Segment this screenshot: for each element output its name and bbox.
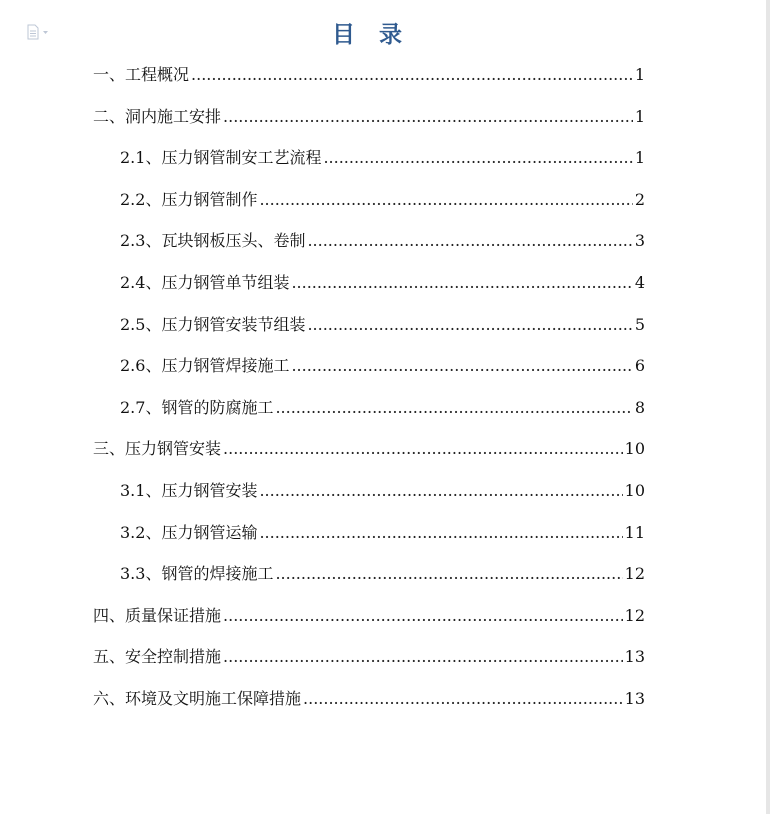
toc-leader-dots [291, 271, 632, 295]
toc-title: 目 录 [331, 22, 410, 48]
toc-entry-label: 四、质量保证措施 [93, 605, 222, 625]
toc-leader-dots [259, 188, 632, 212]
toc-entry-label: 2.7、钢管的防腐施工 [120, 397, 274, 417]
toc-leader-dots [307, 313, 632, 337]
toc-entry-label: 3.2、压力钢管运输 [120, 522, 258, 542]
toc-entry-page-number: 3 [634, 231, 645, 251]
toc-entry-label: 一、工程概况 [93, 65, 190, 84]
toc-entry[interactable] [120, 188, 645, 212]
toc-leader-dots [307, 229, 632, 253]
toc-leader-dots [303, 687, 623, 711]
toc-entry-label: 二、洞内施工安排 [93, 106, 222, 126]
toc-leader-dots [323, 146, 632, 170]
toc-entry[interactable] [93, 645, 645, 669]
toc-leader-dots [259, 479, 622, 503]
toc-entry[interactable] [120, 313, 645, 337]
toc-entry[interactable] [120, 354, 645, 378]
toc-entry-label: 3.1、压力钢管安装 [120, 481, 258, 500]
toc-entry[interactable] [120, 562, 645, 586]
toc-entry[interactable] [93, 437, 645, 461]
toc-entry-label: 三、压力钢管安装 [93, 439, 222, 459]
toc-entry-label: 2.3、瓦块钢板压头、卷制 [120, 231, 306, 251]
toc-leader-dots [291, 354, 632, 378]
toc-entry-page-number: 5 [634, 314, 645, 334]
toc-leader-dots [223, 645, 623, 669]
toc-entry-label: 2.4、压力钢管单节组装 [120, 273, 290, 292]
toc-leader-dots [191, 63, 633, 87]
page-edge-scrollbar [766, 0, 770, 814]
toc-entry-page-number: 13 [624, 647, 645, 667]
toc-entry-label: 六、环境及文明施工保障措施 [93, 689, 302, 708]
toc-entry[interactable] [93, 63, 645, 87]
toc-leader-dots [259, 521, 622, 545]
toc-entry[interactable] [120, 271, 645, 295]
toc-entry[interactable] [93, 604, 645, 628]
toc-leader-dots [223, 105, 633, 129]
toc-entry-page-number: 12 [624, 605, 645, 625]
toc-leader-dots [223, 437, 623, 461]
toc-entry-page-number: 4 [634, 273, 645, 292]
toc-entry-page-number: 1 [634, 106, 645, 126]
toc-entry-label: 2.1、压力钢管制安工艺流程 [120, 148, 322, 168]
toc-entry-page-number: 6 [634, 356, 645, 376]
toc-entry-page-number: 8 [634, 397, 645, 417]
toc-entry-label: 3.3、钢管的焊接施工 [120, 564, 274, 584]
toc-entry-label: 五、安全控制措施 [93, 647, 222, 667]
toc-entry[interactable] [93, 687, 645, 711]
toc-entry[interactable] [120, 479, 645, 503]
toc-leader-dots [223, 604, 623, 628]
toc-leader-dots [275, 562, 622, 586]
toc-entry-page-number: 11 [624, 522, 645, 542]
toc-entry[interactable] [120, 521, 645, 545]
toc-entry-page-number: 12 [624, 564, 645, 584]
toc-entry-label: 2.6、压力钢管焊接施工 [120, 356, 290, 376]
toc-entry-label: 2.2、压力钢管制作 [120, 189, 258, 209]
toc-entry-page-number: 1 [634, 65, 645, 84]
toc-entry[interactable] [120, 229, 645, 253]
toc-entry-label: 2.5、压力钢管安装节组装 [120, 314, 306, 334]
toc-entry-page-number: 13 [624, 689, 645, 708]
toc-entry-page-number: 1 [634, 148, 645, 168]
toc-entry-page-number: 10 [624, 439, 645, 459]
toc-entry[interactable] [93, 105, 645, 129]
toc-entry[interactable] [120, 146, 645, 170]
toc-leader-dots [275, 396, 632, 420]
toc-entry-page-number: 2 [634, 189, 645, 209]
toc-entry[interactable] [120, 396, 645, 420]
toc-entry-page-number: 10 [624, 481, 645, 500]
